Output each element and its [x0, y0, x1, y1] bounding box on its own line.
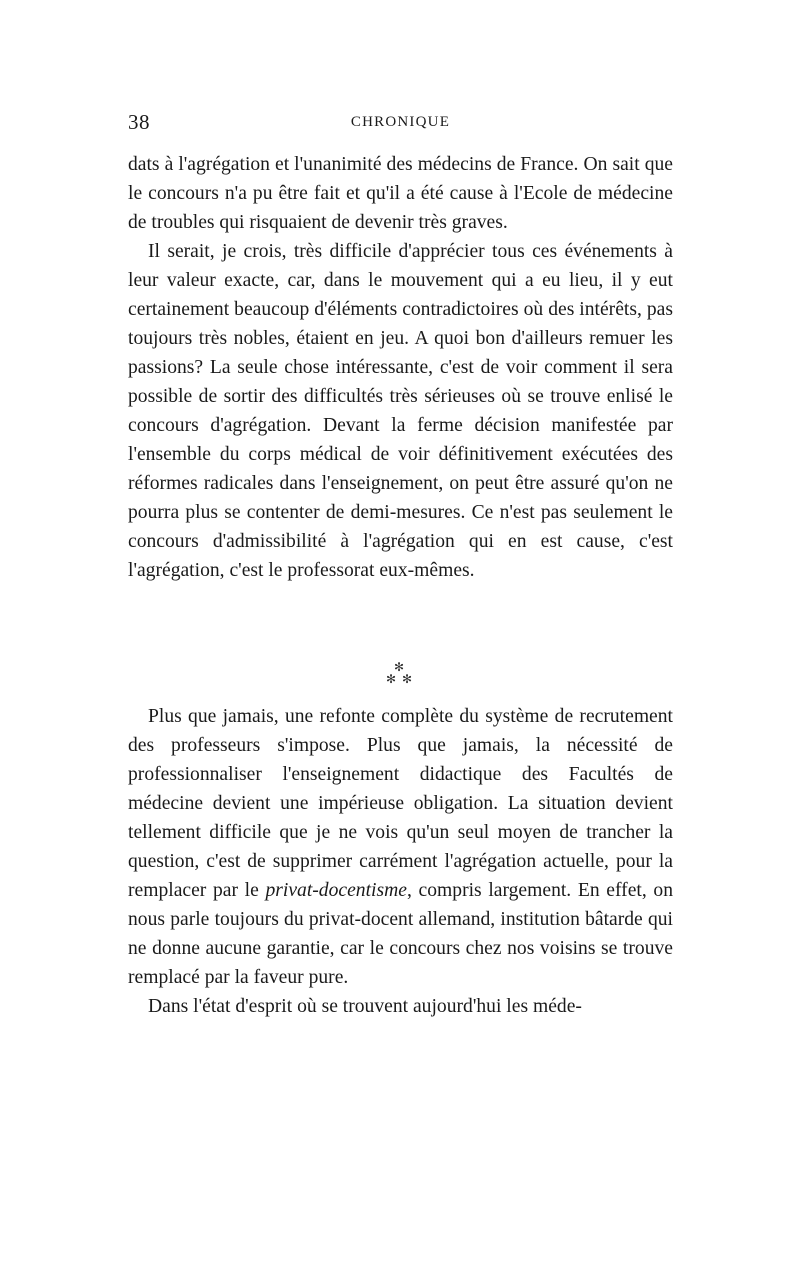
italic-term: privat-docentisme — [265, 880, 407, 901]
paragraph-text: , compris largement. En effet, on nous parle toujours du privat-docent allemand, institution bâtarde qui ne donne aucune garantie, car le concours chez nos voisins se trouve remplacé par la faveur pure. — [128, 880, 674, 988]
paragraph: Dans l'état d'esprit où se trouvent aujourd'hui les méde- — [148, 996, 582, 1017]
page-header — [128, 110, 673, 140]
asterism-separator — [380, 660, 420, 690]
paragraph-continuation: dats à l'agrégation et l'unanimité des médecins de France. On sait que le concours n'a pu être fait et qu'il a été cause à l'Ecole de médecine de troubles qui risquaient de devenir très graves. — [128, 154, 673, 233]
text-block-1 — [128, 150, 673, 585]
text-block-2 — [128, 702, 673, 1021]
asterisk-icon: ✻ — [386, 672, 397, 686]
running-head: CHRONIQUE — [350, 114, 451, 130]
asterisk-icon: ✻ — [394, 660, 405, 674]
paragraph — [128, 702, 673, 992]
paragraph-text: Plus que jamais, une refonte complète du système de recrutement des professeurs s'impose. Plus que jamais, la nécessité de professionnaliser l'enseignement didactique des Facultés de médecine devient une impérieuse obligation. La situation devient tellement difficile que je ne vois qu'un seul moyen de trancher la question, c'est de supprimer carrément l'agrégation actuelle, pour la remplacer par le — [128, 706, 673, 901]
asterisk-icon: ✻ — [402, 672, 413, 686]
paragraph: Il serait, je crois, très difficile d'apprécier tous ces événements à leur valeur exacte, car, dans le mouvement qui a eu lieu, il y eut certainement beaucoup d'éléments contradictoires où des intérêts, pas toujours très nobles, étaient en jeu. A quoi bon d'ailleurs remuer les passions? La seule chose intéressante, c'est de voir comment il sera possible de sortir des difficultés très sérieuses où se trouve enlisé le concours d'agrégation. Devant la ferme décision manifestée par l'ensemble du corps médical de voir définitivement exécutées des réformes radicales dans l'enseignement, on peut être assuré qu'on ne pourra plus se contenter de demi-mesures. Ce n'est pas seulement le concours d'admissibilité à l'agrégation qui en est cause, c'est l'agrégation, c'est le professorat eux-mêmes. — [128, 241, 673, 581]
page-number: 38 — [128, 110, 150, 134]
